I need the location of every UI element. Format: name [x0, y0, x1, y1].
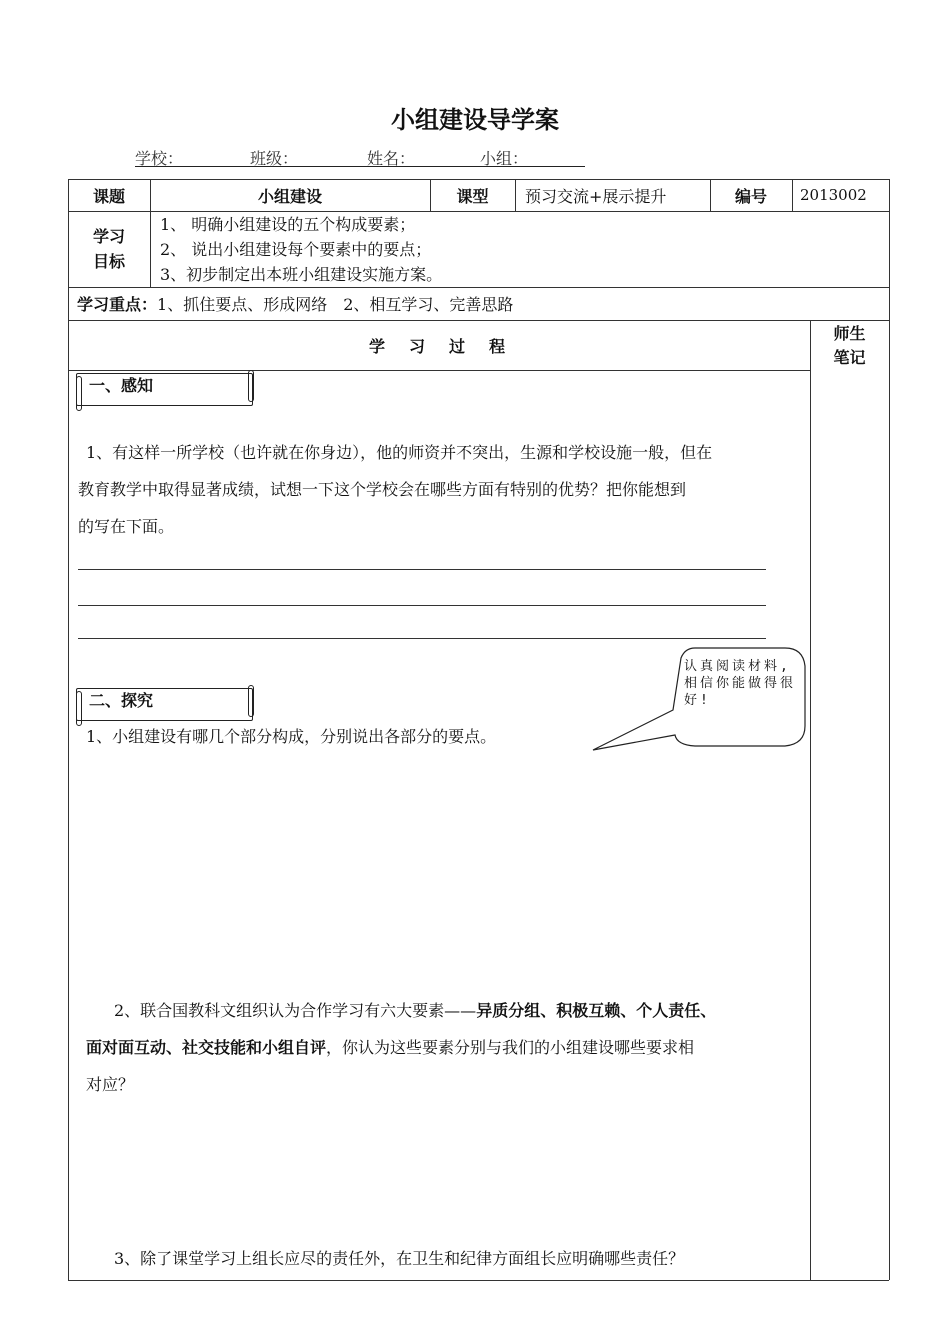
question-line: 的写在下面。 — [78, 517, 175, 536]
topic-label: 课题 — [92, 186, 125, 206]
focus-text: 1、抓住要点、形成网络 2、相互学习、完善思路 — [157, 295, 514, 314]
table-border-bottom — [68, 1280, 889, 1281]
question-line: 对应？ — [86, 1075, 135, 1094]
notes-heading — [810, 322, 889, 370]
key-elements-text: 面对面互动、社交技能和小组自评 — [86, 1038, 327, 1057]
table-border-right — [889, 179, 890, 1280]
goals-label-line: 目标 — [92, 252, 125, 271]
question-2-3-text: 3、除了课堂学习上组长应尽的责任外，在卫生和纪律方面组长应明确哪些责任？ — [114, 1249, 685, 1268]
answer-line[interactable] — [78, 569, 766, 570]
group-field-label[interactable]: 小组： — [480, 149, 529, 168]
scroll-curl — [248, 685, 254, 717]
name-field-label[interactable]: 姓名： — [367, 149, 416, 168]
callout-text: 认真阅读材料,相信你能做得很好! — [684, 659, 797, 708]
goals-label-line: 学习 — [92, 227, 125, 246]
section-banner-perceive — [76, 373, 253, 406]
scroll-curl — [248, 370, 254, 402]
goals-label — [68, 224, 150, 274]
scroll-curl — [76, 376, 82, 411]
focus-row — [77, 292, 513, 315]
notes-heading-line: 师生 — [833, 324, 866, 343]
notes-column-divider — [810, 320, 811, 1280]
key-elements-text: 异质分组、积极互赖、个人责任、 — [476, 1001, 717, 1020]
question-line — [86, 1029, 806, 1066]
type-value: 预习交流+展示提升 — [525, 186, 667, 206]
table-divider — [68, 287, 889, 288]
number-value: 2013002 — [800, 186, 867, 204]
number-label: 编号 — [734, 186, 767, 206]
goal-item: 1、 明确小组建设的五个构成要素； — [160, 215, 416, 234]
student-info-line — [135, 144, 585, 167]
topic-value: 小组建设 — [257, 186, 322, 206]
question-line: 教育教学中取得显著成绩，试想一下这个学校会在哪些方面有特别的优势？把你能想到 — [78, 480, 687, 499]
notes-heading-line: 笔记 — [833, 348, 866, 367]
school-field-label[interactable]: 学校： — [135, 149, 184, 168]
process-heading: 学 习 过 程 — [368, 336, 509, 356]
question-2-2-text — [86, 992, 806, 1103]
question-line — [86, 992, 806, 1029]
answer-line[interactable] — [78, 605, 766, 606]
goal-item: 3、初步制定出本班小组建设实施方案。 — [160, 265, 443, 284]
question-text: ，你认为这些要素分别与我们的小组建设哪些要求相 — [326, 1038, 695, 1057]
section-label: 二、探究 — [89, 691, 154, 710]
goal-item: 2、 说出小组建设每个要素中的要点； — [160, 240, 432, 259]
scroll-curl — [76, 691, 82, 726]
answer-line[interactable] — [78, 638, 766, 639]
question-text: 2、联合国教科文组织认为合作学习有六大要素—— — [114, 1001, 477, 1020]
type-label: 课型 — [456, 186, 489, 206]
section-label: 一、感知 — [89, 376, 154, 395]
page-title: 小组建设导学案 — [391, 106, 559, 134]
section-banner-explore — [76, 688, 253, 721]
question-1-text — [78, 434, 808, 545]
goals-list — [160, 212, 800, 287]
question-2-1-text: 1、小组建设有哪几个部分构成，分别说出各部分的要点。 — [86, 727, 497, 746]
question-line: 1、有这样一所学校（也许就在你身边），他的师资并不突出，生源和学校设施一般，但在 — [86, 443, 713, 462]
table-divider — [68, 370, 810, 371]
class-field-label[interactable]: 班级： — [250, 149, 299, 168]
focus-label: 学习重点： — [77, 295, 158, 314]
